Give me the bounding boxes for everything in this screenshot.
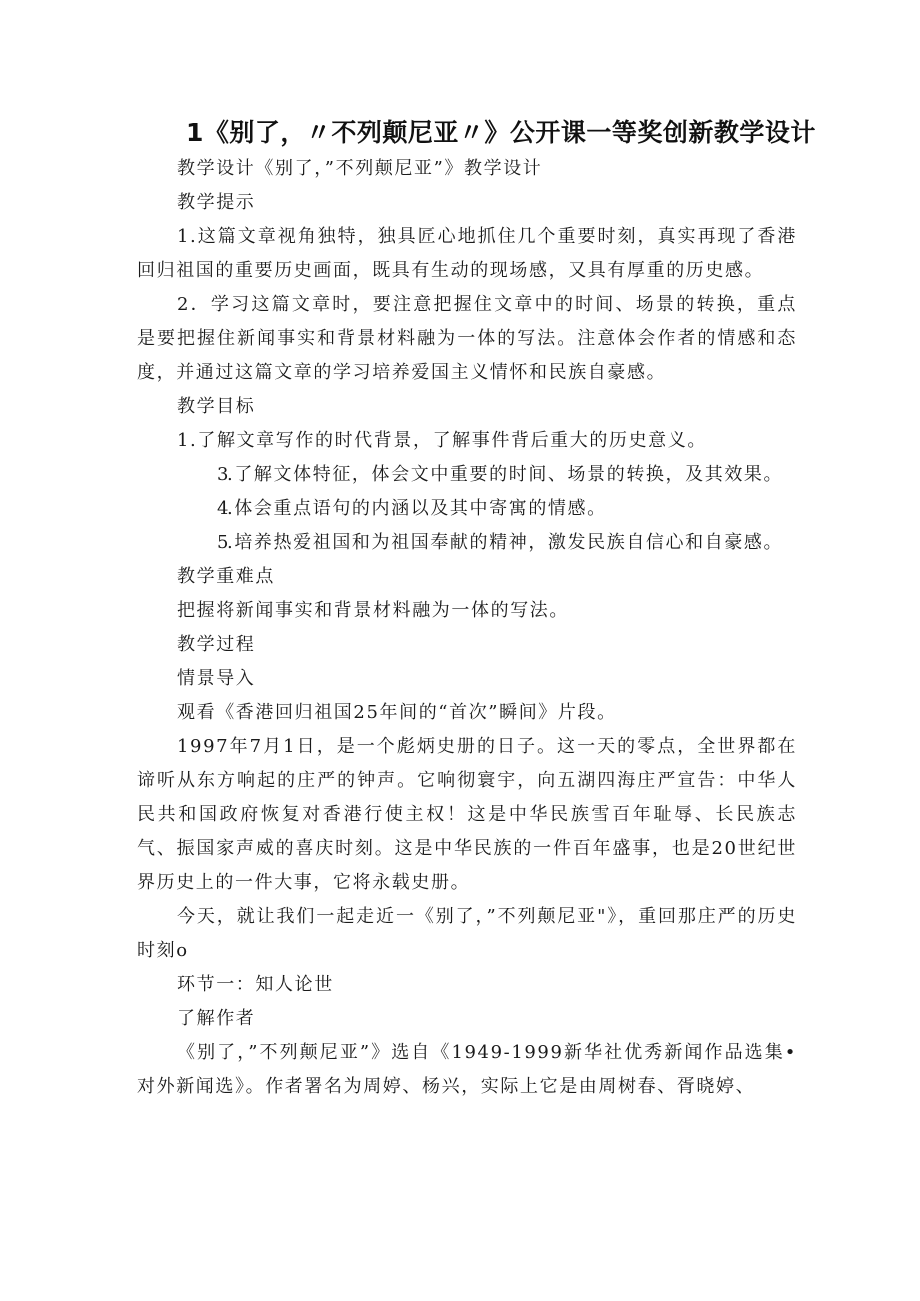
document-body (137, 152, 797, 1104)
process-paragraph-3: 今天，就让我们一起走近一《别了，”不列颠尼亚"》，重回那庄严的历史时刻o (137, 906, 797, 961)
goal-item-5-number: 5 (217, 532, 231, 553)
goal-item-3 (137, 458, 797, 492)
goal-item-4-text: .体会重点语句的内涵以及其中寄寓的情感。 (227, 498, 607, 519)
heading-teaching-goals: 教学目标 (177, 396, 256, 417)
goal-item-4 (137, 492, 797, 526)
document-title: 1《别了，〃不列颠尼亚〃》公开课一等奖创新教学设计 (186, 118, 816, 147)
tips-item-1: 1.这篇文章视角独特，独具匠心地抓住几个重要时刻，真实再现了香港回归祖国的重要历史画面，既具有生动的现场感，又具有厚重的历史感。 (137, 226, 797, 281)
heading-step-1: 环节一：知人论世 (177, 974, 334, 995)
goal-item-1: 1.了解文章写作的时代背景，了解事件背后重大的历史意义。 (177, 430, 707, 451)
goal-item-3-text: .了解文体特征，体会文中重要的时间、场景的转换，及其效果。 (227, 464, 784, 485)
key-difficulties-text: 把握将新闻事实和背景材料融为一体的写法。 (177, 600, 569, 621)
heading-teaching-process: 教学过程 (177, 634, 256, 655)
process-paragraph-2: 1997年7月1日，是一个彪炳史册的日子。这一天的零点，全世界都在谛听从东方响起的庄严的钟声。它响彻寰宇，向五湖四海庄严宣告：中华人民共和国政府恢复对香港行使主权！这是中华民族雪百年耻辱、长民族志气、振国家声威的喜庆时刻。这是中华民族的一件百年盛事，也是20世纪世界历史上的一件大事，它将永载史册。 (137, 736, 797, 893)
heading-teaching-tips: 教学提示 (177, 192, 256, 213)
goal-item-3-number: 3 (217, 464, 231, 485)
goal-item-4-number: 4 (217, 498, 231, 519)
goal-item-5-text: .培养热爱祖国和为祖国奉献的精神，激发民族自信心和自豪感。 (227, 532, 784, 553)
goal-item-5 (137, 526, 797, 560)
tips-item-2: 2．学习这篇文章时，要注意把握住文章中的时间、场景的转换，重点是要把握住新闻事实和背景材料融为一体的写法。注意体会作者的情感和态度，并通过这篇文章的学习培养爱国主义情怀和民族自豪感。 (137, 294, 797, 383)
heading-scene-intro: 情景导入 (177, 668, 256, 689)
document-subtitle: 教学设计《别了，”不列颠尼亚”》教学设计 (177, 158, 543, 179)
heading-know-author: 了解作者 (177, 1008, 256, 1029)
process-paragraph-4: 《别了，”不列颠尼亚”》选自《1949-1999新华社优秀新闻作品选集•对外新闻选》。作者署名为周婷、杨兴，实际上它是由周树春、胥晓婷、 (137, 1042, 797, 1097)
heading-key-difficulties: 教学重难点 (177, 566, 275, 587)
process-paragraph-1: 观看《香港回归祖国25年间的“首次”瞬间》片段。 (177, 702, 617, 723)
